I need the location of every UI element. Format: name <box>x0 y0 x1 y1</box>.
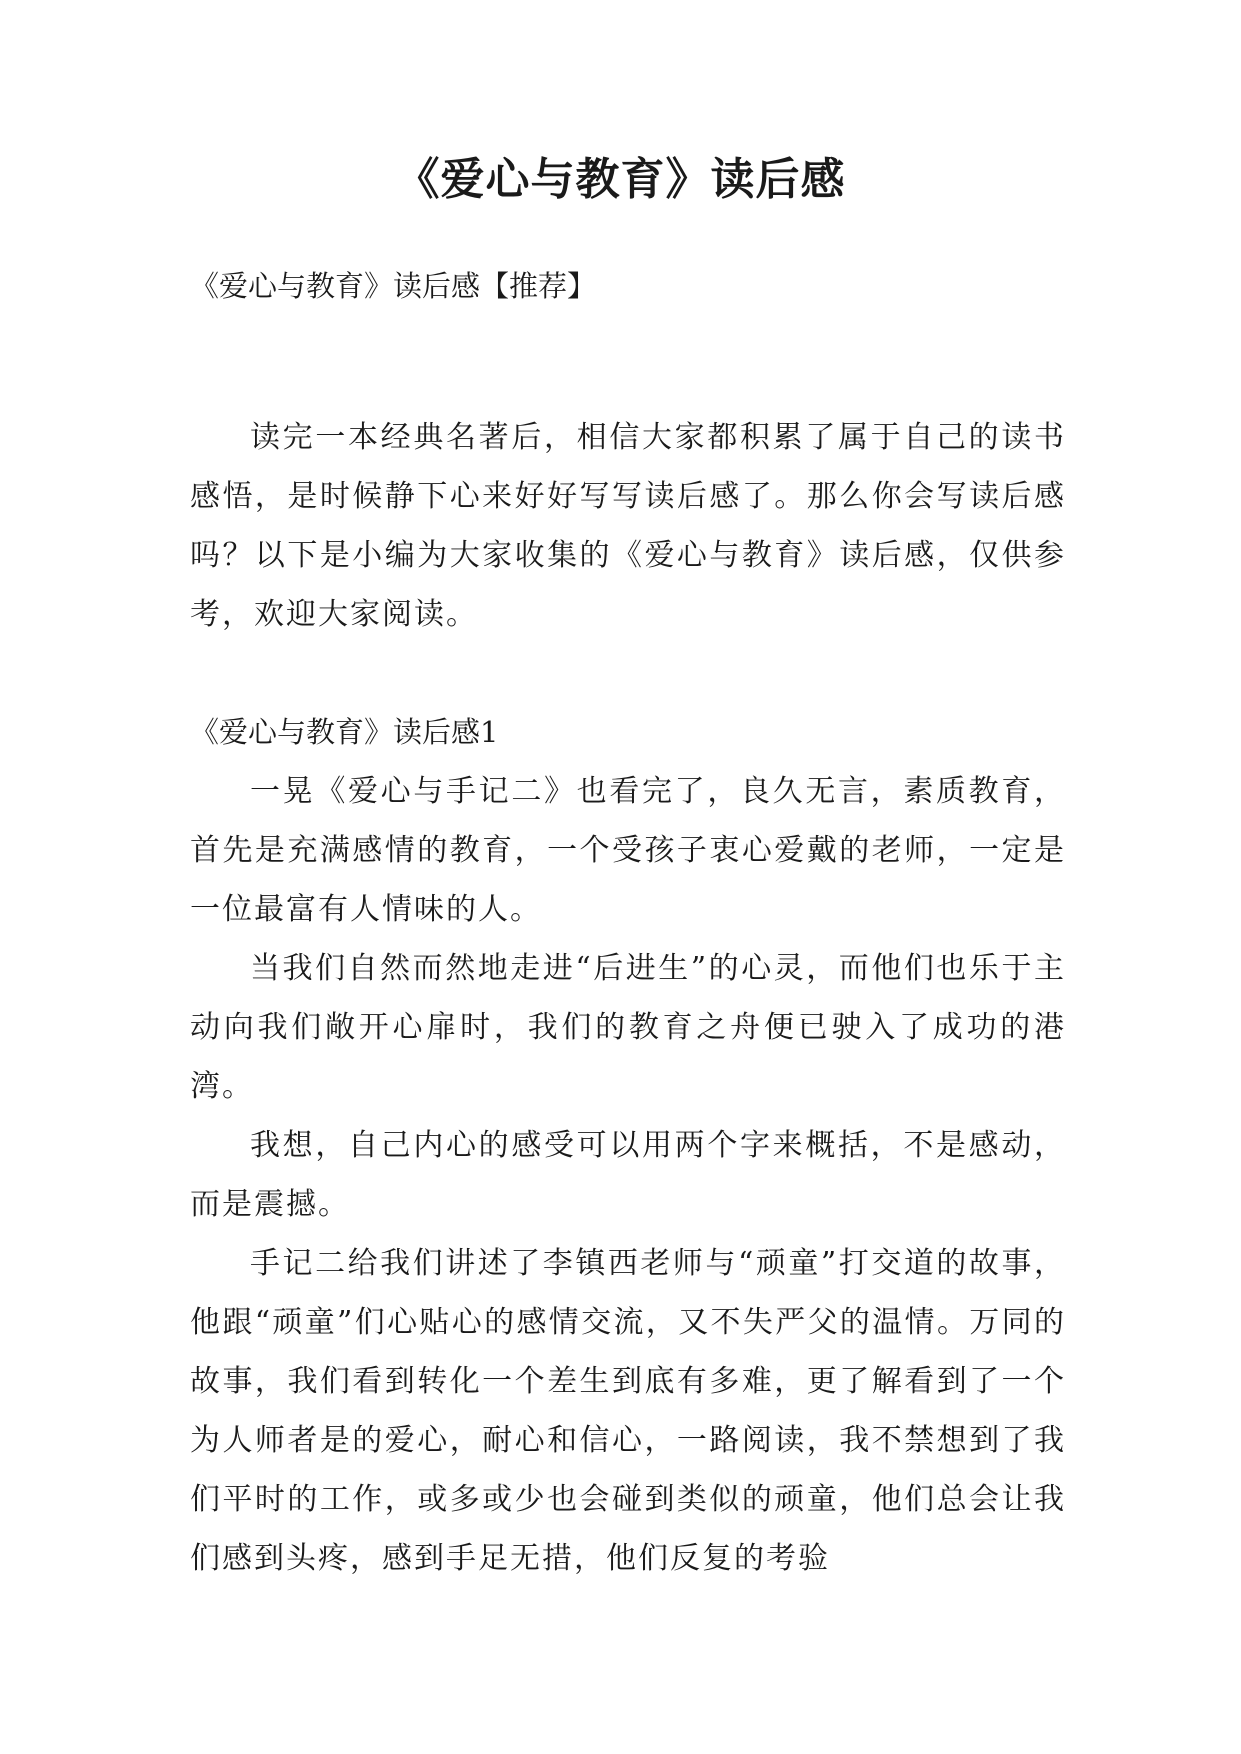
document-body <box>190 408 1066 1588</box>
body-paragraph: 一晃《爱心与手记二》也看完了，良久无言，素质教育，首先是充满感情的教育，一个受孩子衷心爱戴的老师，一定是一位最富有人情味的人。 <box>190 774 1066 927</box>
body-paragraph: 我想，自己内心的感受可以用两个字来概括，不是感动，而是震撼。 <box>190 1128 1066 1222</box>
body-paragraph: 手记二给我们讲述了李镇西老师与“顽童”打交道的故事，他跟“顽童”们心贴心的感情交流，又不失严父的温情。万同的故事，我们看到转化一个差生到底有多难，更了解看到了一个为人师者是的爱心，耐心和信心，一路阅读，我不禁想到了我们平时的工作，或多或少也会碰到类似的顽童，他们总会让我们感到头疼，感到手足无措，他们反复的考验 <box>190 1246 1066 1576</box>
section-heading: 《爱心与教育》读后感1 <box>190 715 499 749</box>
document-title: 《爱心与教育》读后感 <box>395 154 846 205</box>
body-paragraph: 当我们自然而然地走进“后进生”的心灵，而他们也乐于主动向我们敞开心扉时，我们的教育之舟便已驶入了成功的港湾。 <box>190 951 1066 1104</box>
document-subtitle: 《爱心与教育》读后感【推荐】 <box>190 269 597 303</box>
intro-paragraph: 读完一本经典名著后，相信大家都积累了属于自己的读书感悟，是时候静下心来好好写写读后感了。那么你会写读后感吗？以下是小编为大家收集的《爱心与教育》读后感，仅供参考，欢迎大家阅读。 <box>190 420 1066 632</box>
